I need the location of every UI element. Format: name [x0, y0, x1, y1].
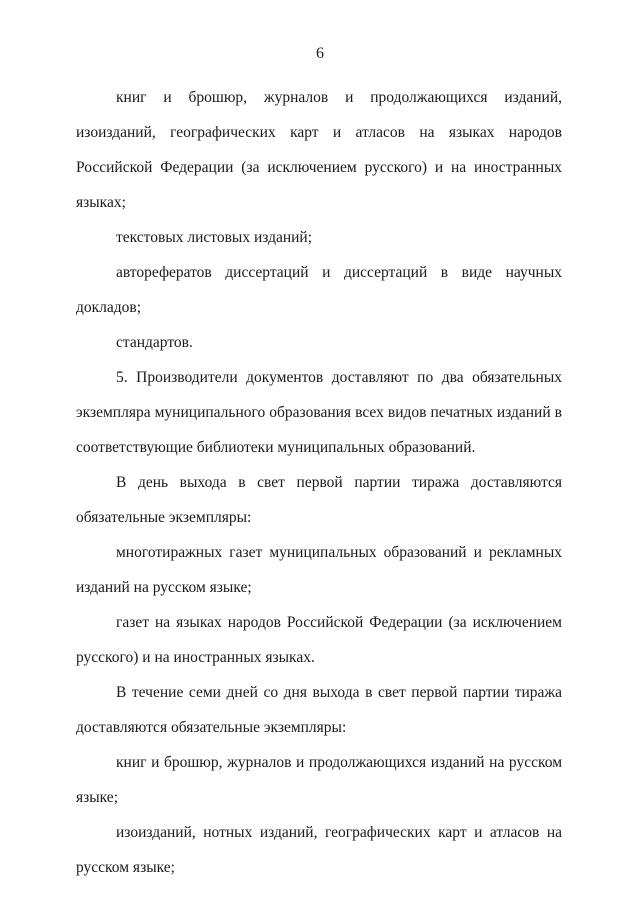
paragraph-mass-circulation-newspapers: многотиражных газет муниципальных образований и рекламных изданий на русском языке;: [76, 544, 562, 596]
paragraph-clause-5: 5. Производители документов доставляют по два обязательных экземпляра муниципального образования всех видов печатных изданий в соответствующие библиотеки муниципальных образований.: [76, 369, 562, 456]
paragraph-standards: стандартов.: [116, 334, 193, 351]
paragraph-art-music-maps-russian: изоизданий, нотных изданий, географических карт и атласов на русском языке;: [76, 824, 562, 876]
page-number: 6: [316, 45, 324, 62]
paragraph-dissertation-abstracts: авторефератов диссертаций и диссертаций в виде научных докладов;: [76, 264, 562, 316]
paragraph-text-sheet-publications: текстовых листовых изданий;: [116, 229, 313, 246]
paragraph-publications-national-languages: книг и брошюр, журналов и продолжающихся изданий, изоизданий, географических карт и атласов на языках народов Российской Федерации (за исключением русского) и на иностранных языках;: [76, 89, 562, 211]
paragraph-release-day: В день выхода в свет первой партии тиража доставляются обязательные экземпляры:: [76, 474, 562, 526]
paragraph-newspapers-national-languages: газет на языках народов Российской Федерации (за исключением русского) и на иностранных языках.: [76, 614, 562, 666]
document-body: [76, 80, 562, 885]
paragraph-seven-days: В течение семи дней со дня выхода в свет первой партии тиража доставляются обязательные экземпляры:: [76, 684, 562, 736]
paragraph-books-russian: книг и брошюр, журналов и продолжающихся изданий на русском языке;: [76, 754, 562, 806]
